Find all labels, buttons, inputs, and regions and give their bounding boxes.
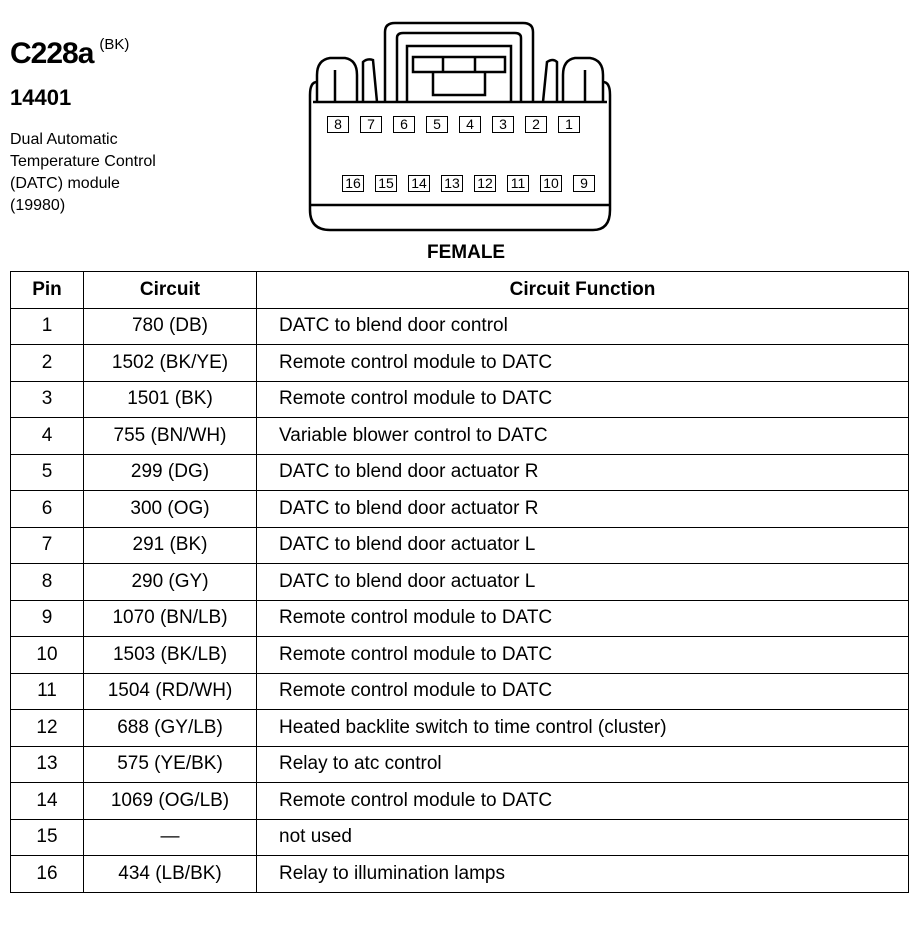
pin-label: 13 [441,175,463,192]
circuit-cell: — [84,819,257,856]
header-circuit: Circuit [84,272,257,309]
pin-cell: 9 [11,600,84,637]
pin-cell: 5 [11,454,84,491]
pin-label: 11 [507,175,529,192]
circuit-cell: 780 (DB) [84,308,257,345]
connector-view-label: FEMALE [427,242,506,263]
function-cell: Remote control module to DATC [257,673,909,710]
pin-label: 16 [342,175,364,192]
table-row [11,308,909,345]
pin-label: 2 [525,116,547,133]
function-cell: Relay to atc control [257,746,909,783]
connector-header [10,28,210,217]
table-row [11,819,909,856]
pin-label: 10 [540,175,562,192]
description-line: Temperature Control [10,153,156,170]
pin-cell: 13 [11,746,84,783]
pin-cell: 10 [11,637,84,674]
table-header-row [11,272,909,309]
pin-cell: 12 [11,710,84,747]
function-cell: DATC to blend door actuator R [257,454,909,491]
pin-label: 14 [408,175,430,192]
table-row [11,454,909,491]
pin-cell: 2 [11,345,84,382]
header-circuit-function: Circuit Function [257,272,909,309]
table-row [11,637,909,674]
header-pin: Pin [11,272,84,309]
color-code: (BK) [99,36,130,53]
pin-label: 7 [360,116,382,133]
pin-cell: 11 [11,673,84,710]
circuit-cell: 300 (OG) [84,491,257,528]
circuit-cell: 1501 (BK) [84,381,257,418]
pin-cell: 7 [11,527,84,564]
circuit-cell: 755 (BN/WH) [84,418,257,455]
table-row [11,564,909,601]
function-cell: Remote control module to DATC [257,637,909,674]
part-number: 14401 [10,85,72,110]
description-line: Dual Automatic [10,131,118,148]
table-row [11,345,909,382]
table-row [11,600,909,637]
function-cell: Variable blower control to DATC [257,418,909,455]
description-line: (DATC) module [10,175,120,192]
pin-label: 3 [492,116,514,133]
pin-cell: 14 [11,783,84,820]
circuit-cell: 299 (DG) [84,454,257,491]
pin-label: 15 [375,175,397,192]
table-row [11,710,909,747]
function-cell: Remote control module to DATC [257,783,909,820]
pin-cell: 3 [11,381,84,418]
table-row [11,491,909,528]
function-cell: DATC to blend door control [257,308,909,345]
pin-cell: 1 [11,308,84,345]
pin-cell: 8 [11,564,84,601]
pin-cell: 16 [11,856,84,893]
table-row [11,381,909,418]
circuit-cell: 290 (GY) [84,564,257,601]
table-row [11,746,909,783]
pin-cell: 15 [11,819,84,856]
pin-label: 1 [558,116,580,133]
table-row [11,856,909,893]
connector-title [10,28,210,71]
circuit-cell: 575 (YE/BK) [84,746,257,783]
circuit-cell: 291 (BK) [84,527,257,564]
function-cell: DATC to blend door actuator L [257,527,909,564]
table-row [11,783,909,820]
connector-id: C228a [10,37,94,70]
function-cell: Remote control module to DATC [257,345,909,382]
pin-label: 5 [426,116,448,133]
circuit-cell: 1503 (BK/LB) [84,637,257,674]
circuit-cell: 434 (LB/BK) [84,856,257,893]
description-line: (19980) [10,197,66,214]
pin-label: 9 [573,175,595,192]
function-cell: Relay to illumination lamps [257,856,909,893]
table-row [11,418,909,455]
pin-label: 12 [474,175,496,192]
table-row [11,527,909,564]
pin-cell: 4 [11,418,84,455]
circuit-cell: 1070 (BN/LB) [84,600,257,637]
module-description [10,129,210,217]
function-cell: Remote control module to DATC [257,381,909,418]
function-cell: Remote control module to DATC [257,600,909,637]
table-row [11,673,909,710]
function-cell: Heated backlite switch to time control (cluster) [257,710,909,747]
circuit-cell: 1502 (BK/YE) [84,345,257,382]
connector-face-diagram [305,20,615,235]
function-cell: DATC to blend door actuator L [257,564,909,601]
pin-label: 6 [393,116,415,133]
circuit-cell: 1504 (RD/WH) [84,673,257,710]
function-cell: not used [257,819,909,856]
circuit-cell: 688 (GY/LB) [84,710,257,747]
pin-label: 4 [459,116,481,133]
pin-cell: 6 [11,491,84,528]
pinout-table [10,271,909,893]
function-cell: DATC to blend door actuator R [257,491,909,528]
pin-label: 8 [327,116,349,133]
circuit-cell: 1069 (OG/LB) [84,783,257,820]
